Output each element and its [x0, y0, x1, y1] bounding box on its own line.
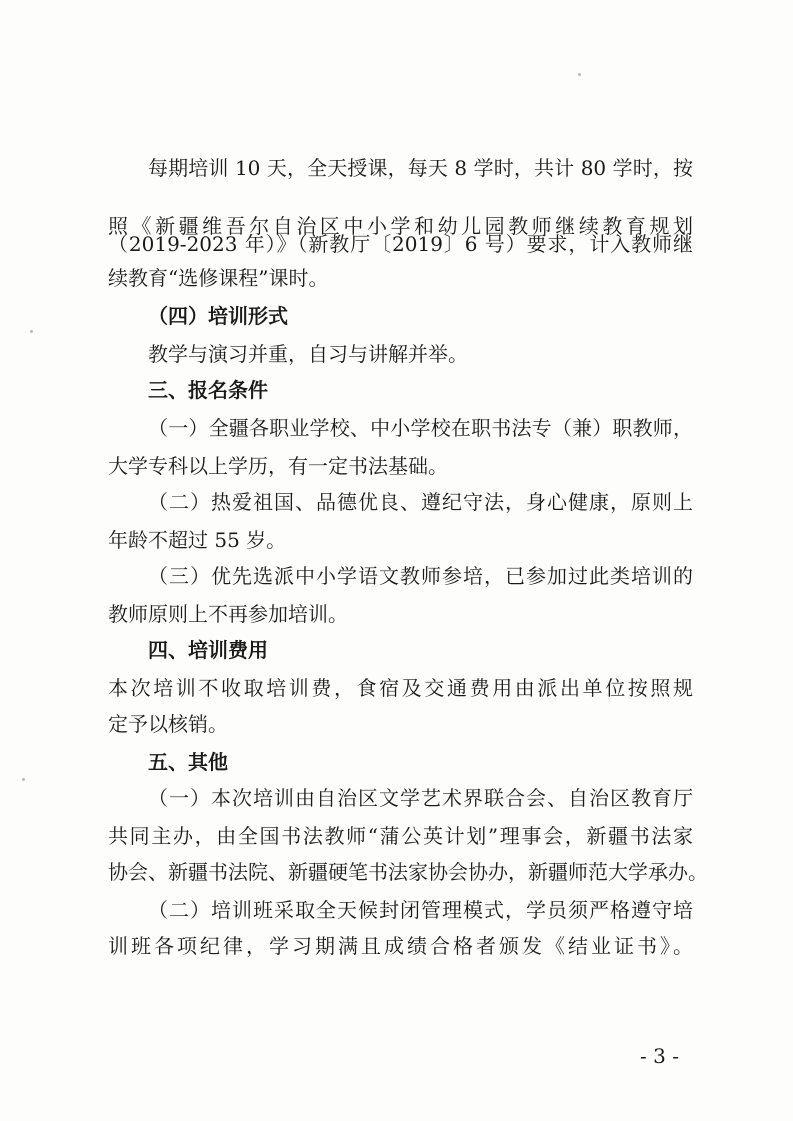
heading-training-form: （四）培训形式 [148, 304, 288, 328]
paragraph-schedule-line-4: 续教育“选修课程”课时。 [108, 266, 329, 290]
paragraph-schedule-line-2: 照《新疆维吾尔自治区中小学和幼儿园教师继续教育规划 [108, 214, 693, 238]
other-item-1-line-1: （一）本次培训由自治区文学艺术界联合会、自治区教育厅 [148, 786, 693, 810]
signup-item-3-line-1: （三）优先选派中小学语文教师参培，已参加过此类培训的 [148, 564, 693, 588]
heading-training-fee: 四、培训费用 [148, 638, 268, 662]
signup-item-1-line-2: 大学专科以上学历，有一定书法基础。 [108, 454, 448, 478]
heading-signup-conditions: 三、报名条件 [148, 378, 268, 402]
other-item-1-line-2: 共同主办，由全国书法教师“蒲公英计划”理事会，新疆书法家 [108, 824, 693, 848]
scan-speck [22, 778, 25, 781]
paragraph-schedule-line-1: 每期培训 10 天，全天授课，每天 8 学时，共计 80 学时，按 [148, 156, 693, 180]
signup-item-2-line-2: 年龄不超过 55 岁。 [108, 528, 287, 552]
signup-item-3-line-2: 教师原则上不再参加培训。 [108, 602, 348, 626]
scan-speck [578, 73, 581, 76]
paragraph-training-form: 教学与演习并重，自习与讲解并举。 [148, 342, 468, 366]
fee-line-2: 定予以核销。 [108, 712, 228, 736]
other-item-1-line-3: 协会、新疆书法院、新疆硬笔书法家协会协办，新疆师范大学承办。 [108, 860, 708, 884]
other-item-2-line-1: （二）培训班采取全天候封闭管理模式，学员须严格遵守培 [148, 898, 693, 922]
fee-line-1: 本次培训不收取培训费，食宿及交通费用由派出单位按照规 [108, 676, 693, 700]
signup-item-1-line-1: （一）全疆各职业学校、中小学校在职书法专（兼）职教师， [148, 416, 693, 440]
paragraph-schedule-line-3: （2019-2023 年）》（新教厅〔2019〕6 号）要求，计入教师继 [108, 232, 693, 256]
scan-speck [30, 330, 33, 333]
signup-item-2-line-1: （二）热爱祖国、品德优良、遵纪守法，身心健康，原则上 [148, 490, 693, 514]
heading-other: 五、其他 [148, 750, 228, 774]
page-number: - 3 - [640, 1044, 679, 1068]
other-item-2-line-2: 训班各项纪律，学习期满且成绩合格者颁发《结业证书》。 [108, 934, 693, 958]
